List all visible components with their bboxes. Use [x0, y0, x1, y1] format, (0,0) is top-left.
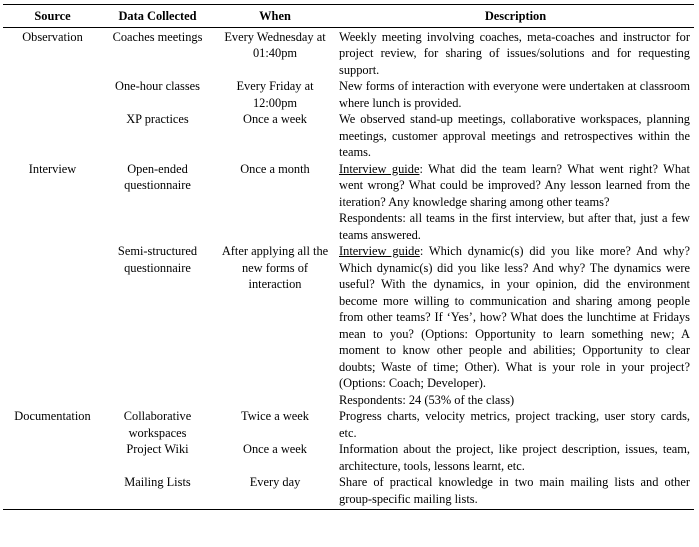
source-cell	[3, 243, 102, 408]
interview-guide-paragraph	[339, 243, 690, 392]
interview-guide-paragraph	[339, 161, 690, 211]
table-row	[3, 243, 694, 408]
description-cell: Progress charts, velocity metrics, project tracking, user story cards, etc.	[339, 409, 690, 440]
interview-guide-text: : Which dynamic(s) did you like more? And why? Which dynamic(s) did you like less? And why? The dynamics were useful? With the dynamics, in your opinion, did the environment become more willing to communication and sharing among people from other teams? If ‘Yes’, how? What does the lunchtime at Fridays mean to you? (Options: Opportunity to learn something new; A moment to know other people and abilities; Opportunity to clear doubts; Waste of time; Other). What is your role in your project? (Options: Coach; Developer).	[339, 244, 690, 390]
interview-guide-label: Interview guide	[339, 161, 420, 176]
interview-guide-label: Interview guide	[339, 244, 420, 258]
description-cell	[337, 243, 694, 408]
data-collection-table	[3, 4, 694, 510]
table-row	[3, 161, 694, 244]
when-cell: Every day	[213, 474, 337, 510]
when-cell: Every Friday at 12:00pm	[236, 79, 314, 110]
source-cell: Documentation	[14, 409, 91, 423]
when-cell: Every Wednesday at 01:40pm	[224, 29, 326, 60]
header-row	[3, 5, 694, 28]
source-cell	[3, 111, 102, 161]
description-cell: Information about the project, like project description, issues, team, architecture, tools, lessons learnt, etc.	[339, 442, 690, 473]
source-cell	[3, 78, 102, 111]
respondents-text: Respondents: all teams in the first interview, but after that, just a few teams answered.	[339, 211, 690, 242]
when-cell: Twice a week	[241, 409, 309, 423]
header-when: When	[213, 5, 337, 28]
table-row	[3, 441, 694, 474]
description-cell	[337, 161, 694, 244]
description-cell: We observed stand-up meetings, collaborative workspaces, planning meetings, customer approval meetings and retrospectives within the teams.	[339, 112, 690, 159]
data-collected-cell: Mailing Lists	[102, 474, 213, 510]
table-row	[3, 474, 694, 510]
data-collected-cell: Project Wiki	[126, 442, 189, 456]
source-cell	[3, 474, 102, 510]
table-row	[3, 27, 694, 78]
when-cell: Once a week	[243, 112, 307, 126]
description-cell: New forms of interaction with everyone were undertaken at classroom where lunch is provided.	[339, 79, 690, 110]
data-collected-cell: Coaches meetings	[112, 29, 203, 44]
data-collected-cell: One-hour classes	[115, 79, 200, 93]
source-cell: Observation	[22, 29, 83, 44]
header-source: Source	[3, 5, 102, 28]
when-cell: Once a month	[240, 161, 310, 176]
data-collected-cell: XP practices	[126, 112, 189, 126]
description-cell: Share of practical knowledge in two main mailing lists and other group-specific mailing lists.	[337, 474, 694, 510]
data-collected-cell: Collaborative workspaces	[123, 409, 192, 440]
description-cell: Weekly meeting involving coaches, meta-coaches and instructor for project review, for sharing of issues/solutions and for requesting support.	[339, 29, 690, 77]
table-row	[3, 78, 694, 111]
source-cell	[3, 441, 102, 474]
interview-guide-text: : What did the team learn? What went right? What went wrong? What could be improved? Any lesson learned from the iteration? Any knowledge sharing among other teams?	[339, 161, 690, 209]
header-data-collected: Data Collected	[102, 5, 213, 28]
header-description: Description	[337, 5, 694, 28]
when-cell: Once a week	[243, 442, 307, 456]
data-collected-cell: Open-ended questionnaire	[124, 161, 191, 192]
table-row	[3, 111, 694, 161]
data-collected-cell: Semi-structured questionnaire	[117, 244, 198, 275]
source-cell: Interview	[28, 161, 77, 176]
table-row	[3, 408, 694, 441]
respondents-text: Respondents: 24 (53% of the class)	[339, 392, 515, 407]
when-cell: After applying all the new forms of interaction	[221, 244, 329, 291]
